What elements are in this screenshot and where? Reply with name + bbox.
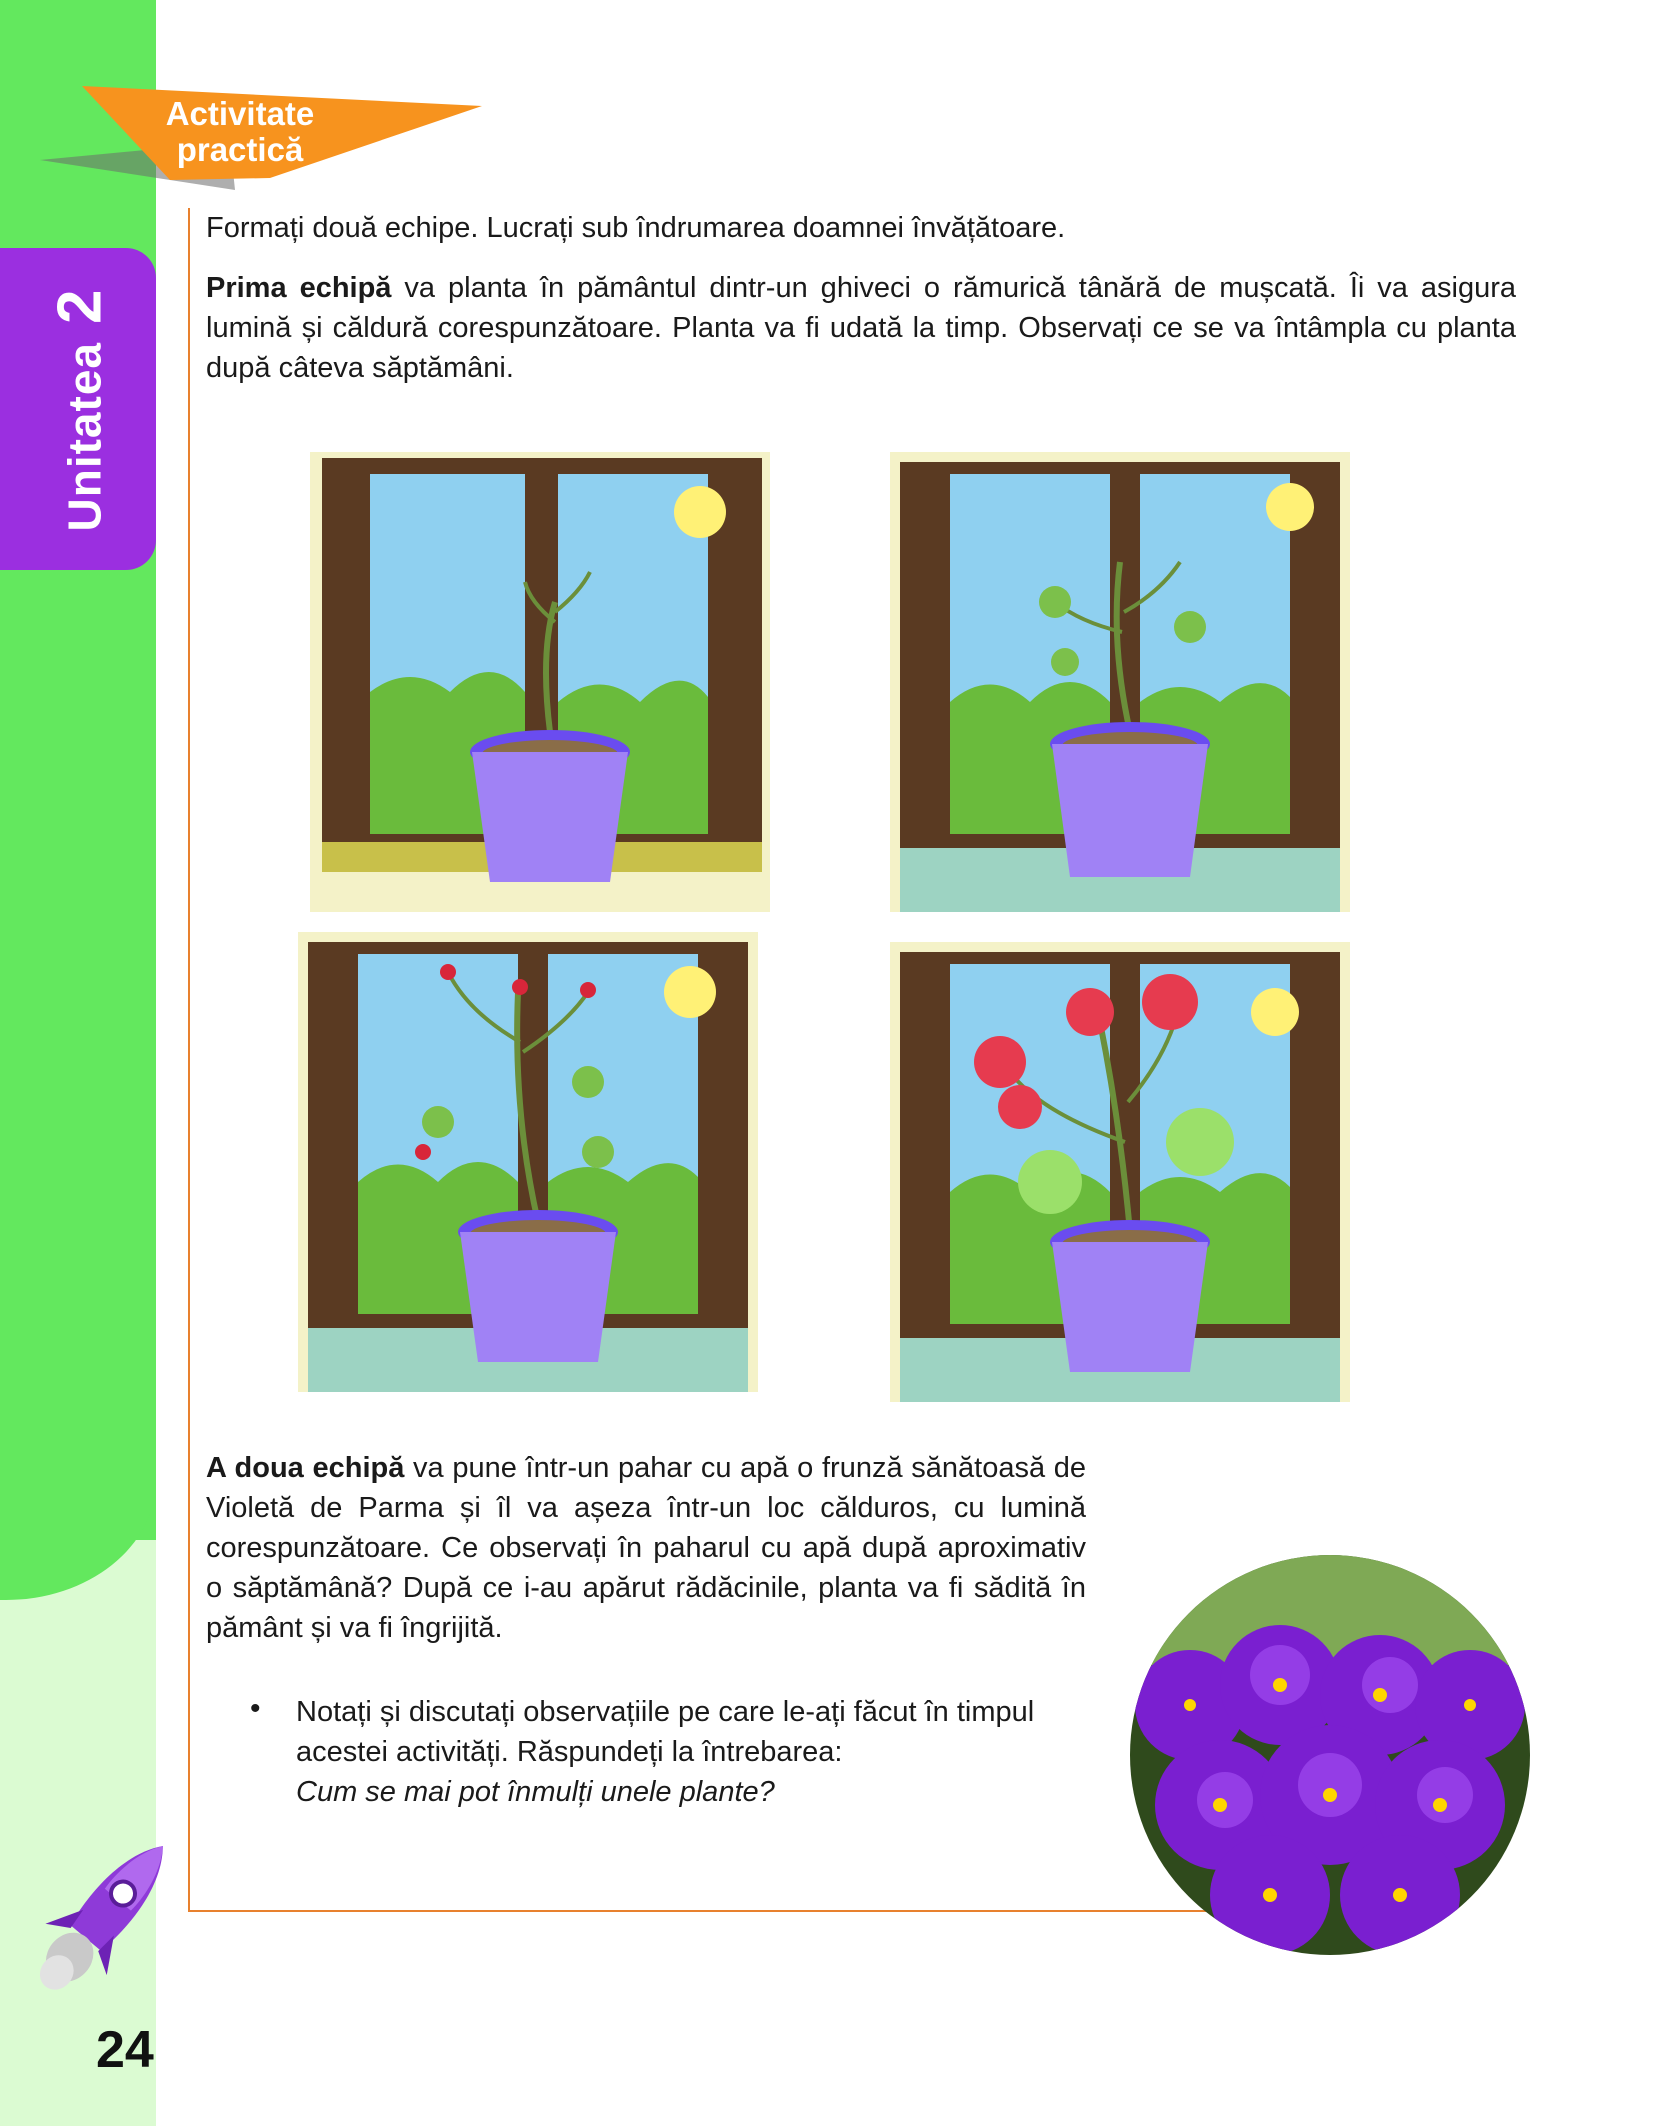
banner-title [150,96,330,168]
team1-body: va planta în pământul dintr-un ghiveci o rămurică tânără de mușcată. Îi va asigura lumină și căldură corespunzătoare. Planta va fi udată la timp. Observați ce se va întâmpla cu planta după câteva săptămâni. [206,272,1516,384]
page-number: 24 [96,2021,154,2079]
unit-word: Unitatea [58,342,111,532]
intro-text: Formați două echipe. Lucrați sub îndrumarea doamnei învățătoare. [206,212,1066,244]
team2-label: A doua echipă [206,1452,405,1484]
unit-label [45,289,116,532]
team1-label: Prima echipă [206,272,392,304]
banner-line-2: practică [176,131,304,168]
banner-line-1: Activitate [165,95,315,132]
frame-line-horizontal [188,1910,1238,1912]
bullet-question: Cum se mai pot înmulți unele plante? [296,1776,775,1808]
team1-paragraph [206,268,1516,388]
plant-stage-4 [890,942,1350,1402]
plant-stage-1 [310,452,770,912]
unit-number: 2 [45,288,115,324]
frame-line-vertical [188,208,190,1912]
violet-photo [1130,1555,1530,1955]
team2-body: va pune într-un pahar cu apă o frunză sănătoasă de Violetă de Parma și îl va așeza într-un loc călduros, cu lumină corespunzătoare. Ce observați în paharul cu apă după aproximativ o săptămână? După ce i-au apărut rădăcinile, planta va fi sădită în pământ și va fi îngrijită. [206,1452,1087,1644]
plant-stage-3 [298,932,758,1392]
rocket-icon [40,1815,170,2015]
bullet-dot: • [250,1692,261,1725]
bullet-text: Notați și discutați observațiile pe care le-ați făcut în timpul acestei activități. Răspundeți la întrebarea: [296,1696,1035,1768]
bullet-paragraph [296,1692,1096,1812]
plant-stage-2 [890,452,1350,912]
sidebar [0,0,156,2126]
sidebar-green [0,0,156,1540]
team2-paragraph [206,1448,1086,1648]
